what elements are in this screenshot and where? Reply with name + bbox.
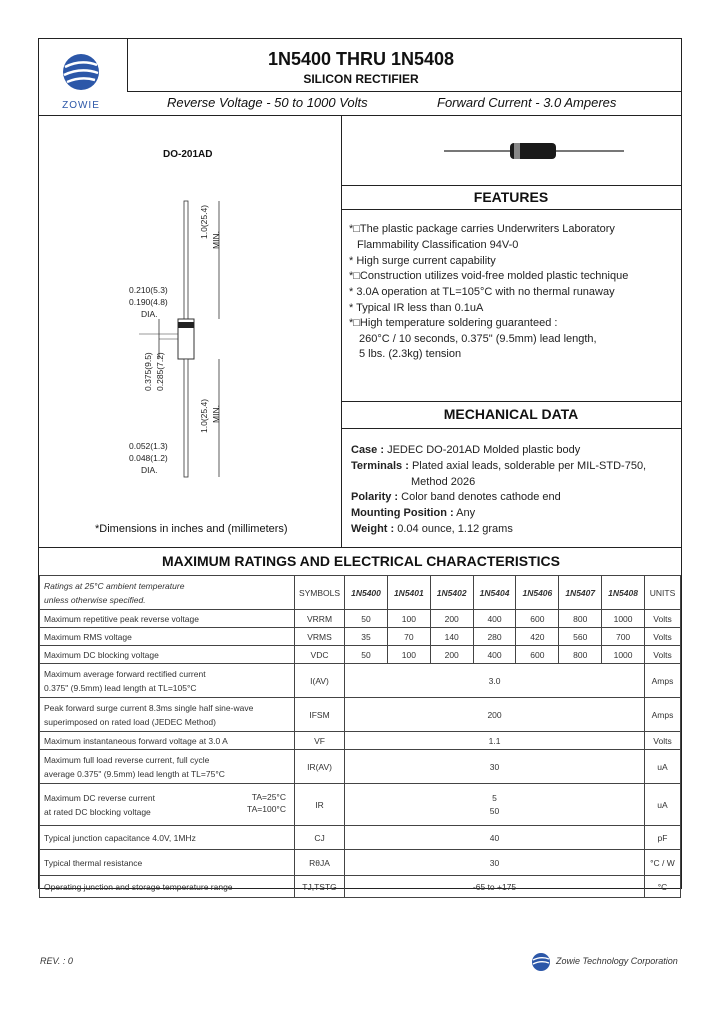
dim-lead-dia-label: DIA.: [141, 465, 158, 475]
unit-cell: °C / W: [644, 850, 680, 876]
param-cell: [40, 784, 295, 826]
package-name: DO-201AD: [163, 149, 213, 160]
symbol-cell: VRMS: [294, 628, 344, 646]
part-header: 1N5406: [516, 576, 559, 610]
value-cell: [345, 784, 645, 826]
symbol-cell: CJ: [294, 826, 344, 850]
param-line: Maximum full load reverse current, full cycle: [44, 754, 210, 765]
table-row: [40, 610, 681, 628]
feature-line: 5 lbs. (2.3kg) tension: [359, 348, 462, 360]
table-row: [40, 698, 681, 732]
feature-line: * Typical IR less than 0.1uA: [349, 302, 484, 314]
conditions-cell: [40, 576, 295, 610]
part-header: 1N5402: [430, 576, 473, 610]
value-cell: 30: [345, 850, 645, 876]
value-cell: 30: [345, 750, 645, 784]
mech-mounting-value: Any: [456, 507, 476, 519]
ratings-heading: MAXIMUM RATINGS AND ELECTRICAL CHARACTERISTICS: [162, 553, 560, 569]
unit-cell: Volts: [644, 732, 680, 750]
part-header: 1N5400: [345, 576, 388, 610]
mech-terminals: [351, 458, 646, 474]
feature-line: *□The plastic package carries Underwriters Laboratory: [349, 223, 615, 235]
datasheet-frame: [38, 38, 682, 892]
symbol-cell: RθJA: [294, 850, 344, 876]
table-header-row: [40, 576, 681, 610]
unit-cell: Volts: [644, 628, 680, 646]
mech-terminals-label: Terminals :: [351, 460, 409, 472]
unit-cell: pF: [644, 826, 680, 850]
dimension-note: *Dimensions in inches and (millimeters): [95, 523, 288, 535]
reverse-voltage: Reverse Voltage - 50 to 1000 Volts: [167, 95, 368, 110]
symbol-cell: IFSM: [294, 698, 344, 732]
value-cell: 1000: [602, 646, 645, 664]
unit-cell: Volts: [644, 646, 680, 664]
symbol-cell: IR: [294, 784, 344, 826]
value-cell: 800: [559, 610, 602, 628]
param-cell: [40, 750, 295, 784]
package-drawing: [119, 189, 249, 479]
company-globe-icon: [530, 951, 552, 973]
value-cell: 70: [387, 628, 430, 646]
mech-mounting-label: Mounting Position :: [351, 507, 454, 519]
page-title: 1N5400 THRU 1N5408: [267, 49, 455, 69]
table-row: [40, 850, 681, 876]
table-row: [40, 826, 681, 850]
param-cell: [40, 698, 295, 732]
value-cell: 200: [430, 646, 473, 664]
dim-lead-top: 1.0(25.4): [199, 204, 209, 239]
value-cell: 50: [345, 610, 388, 628]
value-cell: 1.1: [345, 732, 645, 750]
mech-polarity-value: Color band denotes cathode end: [401, 491, 561, 503]
table-row: [40, 876, 681, 898]
table-row: [40, 664, 681, 698]
condition-line: unless otherwise specified.: [44, 594, 146, 605]
forward-current: Forward Current - 3.0 Amperes: [437, 95, 617, 110]
temp-condition: TA=100°C: [247, 804, 286, 814]
unit-cell: Volts: [644, 610, 680, 628]
value-cell: -65 to +175: [345, 876, 645, 898]
dim-body-dia-min: 0.190(4.8): [129, 297, 168, 307]
value-line: 50: [489, 805, 500, 816]
mech-case-label: Case :: [351, 444, 385, 456]
mech-terminals-method: Method 2026: [411, 476, 476, 488]
mechanical-heading: MECHANICAL DATA: [443, 406, 579, 422]
value-cell: 100: [387, 646, 430, 664]
unit-cell: uA: [644, 750, 680, 784]
dim-body-dia-label: DIA.: [141, 309, 158, 319]
units-header: UNITS: [644, 576, 680, 610]
mech-mounting: [351, 505, 475, 521]
part-header: 1N5401: [387, 576, 430, 610]
mech-terminals-value: Plated axial leads, solderable per MIL-STD-750,: [411, 460, 647, 472]
param-line: Peak forward surge current 8.3ms single half sine-wave: [44, 702, 254, 713]
symbol-cell: IR(AV): [294, 750, 344, 784]
feature-line: Flammability Classification 94V-0: [357, 239, 519, 251]
symbol-cell: VDC: [294, 646, 344, 664]
feature-line: *□High temperature soldering guaranteed :: [349, 317, 558, 329]
revision: REV. : 0: [40, 956, 73, 966]
symbol-cell: I(AV): [294, 664, 344, 698]
company-name: Zowie Technology Corporation: [556, 956, 678, 966]
part-header: 1N5404: [473, 576, 516, 610]
mech-weight-label: Weight :: [351, 523, 395, 535]
mech-case-value: JEDEC DO-201AD Molded plastic body: [387, 444, 581, 456]
param-cell: Maximum instantaneous forward voltage at 3.0 A: [40, 732, 295, 750]
param-cell: Typical junction capacitance 4.0V, 1MHz: [40, 826, 295, 850]
unit-cell: uA: [644, 784, 680, 826]
param-line: average 0.375" (9.5mm) lead length at TL=75°C: [44, 768, 225, 779]
features-heading: FEATURES: [473, 189, 549, 205]
mech-weight-value: 0.04 ounce, 1.12 grams: [397, 523, 513, 535]
condition-line: Ratings at 25°C ambient temperature: [44, 580, 185, 591]
subtitle: SILICON RECTIFIER: [303, 72, 419, 86]
diode-image: [444, 139, 624, 163]
dim-lead-bottom: 1.0(25.4): [199, 398, 209, 433]
temp-condition: TA=25°C: [251, 792, 286, 802]
unit-cell: Amps: [644, 698, 680, 732]
value-cell: 700: [602, 628, 645, 646]
dim-lead-top-min: MIN.: [211, 231, 221, 249]
ratings-table: [39, 575, 681, 898]
value-cell: 420: [516, 628, 559, 646]
param-line: 0.375" (9.5mm) lead length at TL=105°C: [44, 682, 197, 693]
symbol-cell: VRRM: [294, 610, 344, 628]
unit-cell: °C: [644, 876, 680, 898]
mech-case: [351, 442, 580, 458]
mech-weight: [351, 521, 513, 537]
param-cell: [40, 664, 295, 698]
value-cell: 100: [387, 610, 430, 628]
param-cell: Maximum DC blocking voltage: [40, 646, 295, 664]
value-cell: 400: [473, 610, 516, 628]
value-cell: 35: [345, 628, 388, 646]
value-cell: 800: [559, 646, 602, 664]
value-cell: 40: [345, 826, 645, 850]
param-line: superimposed on rated load (JEDEC Method): [44, 716, 216, 727]
value-cell: 200: [345, 698, 645, 732]
param-cell: Maximum repetitive peak reverse voltage: [40, 610, 295, 628]
param-line: Maximum average forward rectified current: [44, 668, 206, 679]
symbol-cell: VF: [294, 732, 344, 750]
feature-line: *□Construction utilizes void-free molded plastic technique: [349, 270, 629, 282]
feature-line: 260°C / 10 seconds, 0.375" (9.5mm) lead length,: [359, 333, 597, 345]
param-line: at rated DC blocking voltage: [44, 806, 151, 817]
value-cell: 1000: [602, 610, 645, 628]
value-cell: 280: [473, 628, 516, 646]
value-cell: 200: [430, 610, 473, 628]
param-line: Maximum DC reverse current: [44, 792, 155, 803]
param-cell: Operating junction and storage temperature range: [40, 876, 295, 898]
table-row: [40, 750, 681, 784]
logo-text: ZOWIE: [62, 100, 100, 111]
param-cell: Typical thermal resistance: [40, 850, 295, 876]
table-row: [40, 646, 681, 664]
part-header: 1N5407: [559, 576, 602, 610]
symbol-cell: TJ,TSTG: [294, 876, 344, 898]
value-line: 5: [492, 792, 497, 803]
value-cell: 400: [473, 646, 516, 664]
value-cell: 3.0: [345, 664, 645, 698]
symbols-header: SYMBOLS: [294, 576, 344, 610]
value-cell: 600: [516, 646, 559, 664]
table-row: [40, 628, 681, 646]
dim-lead-bottom-min: MIN.: [211, 405, 221, 423]
dim-body-len-min: 0.285(7.2): [155, 352, 165, 391]
feature-line: * High surge current capability: [349, 255, 496, 267]
unit-cell: Amps: [644, 664, 680, 698]
table-row: [40, 732, 681, 750]
dim-lead-dia-min: 0.048(1.2): [129, 453, 168, 463]
mech-polarity-label: Polarity :: [351, 491, 399, 503]
feature-line: * 3.0A operation at TL=105°C with no thermal runaway: [349, 286, 615, 298]
table-row: [40, 784, 681, 826]
value-cell: 560: [559, 628, 602, 646]
part-header: 1N5408: [602, 576, 645, 610]
dim-lead-dia-max: 0.052(1.3): [129, 441, 168, 451]
mech-polarity: [351, 489, 561, 505]
value-cell: 600: [516, 610, 559, 628]
dim-body-len-max: 0.375(9.5): [143, 352, 153, 391]
dim-body-dia-max: 0.210(5.3): [129, 285, 168, 295]
value-cell: 50: [345, 646, 388, 664]
value-cell: 140: [430, 628, 473, 646]
param-cell: Maximum RMS voltage: [40, 628, 295, 646]
